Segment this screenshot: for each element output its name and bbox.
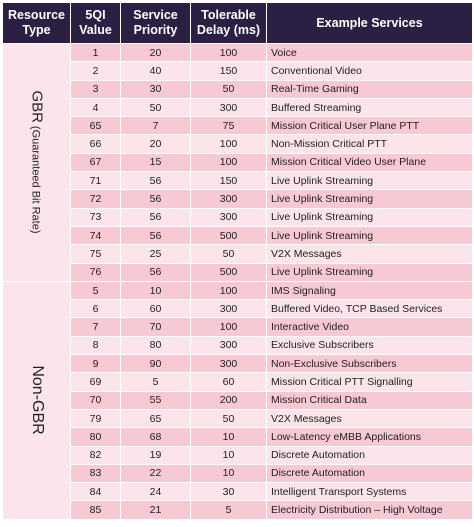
table-row [3,80,473,98]
cell-priority: 21 [121,501,191,519]
cell-5qi: 76 [71,263,121,281]
cell-service: V2X Messages [267,245,473,263]
cell-priority: 25 [121,245,191,263]
table-row [3,428,473,446]
header-5qi-value: 5QI Value [71,3,121,44]
cell-priority: 22 [121,464,191,482]
cell-priority: 80 [121,336,191,354]
cell-service: V2X Messages [267,409,473,427]
table-row [3,409,473,427]
nongbr-group-cell [3,281,71,519]
cell-service: Buffered Video, TCP Based Services [267,300,473,318]
cell-priority: 56 [121,263,191,281]
gbr-group-sub: (Guaranteed Bit Rate) [29,126,41,234]
gbr-group-cell [3,44,71,282]
cell-service: Live Uplink Streaming [267,190,473,208]
cell-delay: 50 [191,80,267,98]
cell-delay: 60 [191,373,267,391]
cell-service: Interactive Video [267,318,473,336]
cell-delay: 50 [191,409,267,427]
cell-delay: 500 [191,226,267,244]
cell-delay: 500 [191,263,267,281]
cell-delay: 100 [191,153,267,171]
cell-delay: 50 [191,245,267,263]
nongbr-group-label [28,366,46,435]
cell-service: IMS Signaling [267,281,473,299]
cell-5qi: 65 [71,117,121,135]
cell-service: Conventional Video [267,62,473,80]
table-row [3,135,473,153]
cell-5qi: 1 [71,44,121,62]
qos-5qi-table [2,2,473,520]
cell-delay: 200 [191,391,267,409]
cell-service: Real-Time Gaming [267,80,473,98]
cell-5qi: 84 [71,483,121,501]
cell-delay: 300 [191,190,267,208]
table-row [3,153,473,171]
cell-delay: 10 [191,464,267,482]
cell-service: Live Uplink Streaming [267,226,473,244]
cell-delay: 10 [191,446,267,464]
cell-5qi: 70 [71,391,121,409]
table-row [3,226,473,244]
table-row [3,263,473,281]
cell-priority: 68 [121,428,191,446]
cell-delay: 10 [191,428,267,446]
cell-5qi: 79 [71,409,121,427]
table-row [3,501,473,519]
cell-delay: 100 [191,135,267,153]
cell-service: Mission Critical Video User Plane [267,153,473,171]
cell-5qi: 9 [71,355,121,373]
cell-service: Mission Critical User Plane PTT [267,117,473,135]
cell-delay: 150 [191,62,267,80]
cell-delay: 75 [191,117,267,135]
cell-service: Live Uplink Streaming [267,263,473,281]
cell-priority: 50 [121,98,191,116]
cell-5qi: 74 [71,226,121,244]
cell-priority: 60 [121,300,191,318]
cell-5qi: 73 [71,208,121,226]
cell-service: Mission Critical PTT Signalling [267,373,473,391]
cell-priority: 7 [121,117,191,135]
cell-priority: 70 [121,318,191,336]
cell-5qi: 83 [71,464,121,482]
cell-service: Mission Critical Data [267,391,473,409]
table-row [3,245,473,263]
cell-5qi: 3 [71,80,121,98]
table-row [3,391,473,409]
table-row [3,336,473,354]
cell-priority: 19 [121,446,191,464]
cell-delay: 150 [191,172,267,190]
table-row [3,44,473,62]
table-row [3,117,473,135]
cell-delay: 300 [191,336,267,354]
cell-priority: 55 [121,391,191,409]
cell-5qi: 4 [71,98,121,116]
cell-service: Buffered Streaming [267,98,473,116]
cell-service: Discrete Automation [267,446,473,464]
cell-5qi: 8 [71,336,121,354]
qos-table-container [2,2,472,520]
table-row [3,483,473,501]
cell-priority: 5 [121,373,191,391]
cell-priority: 15 [121,153,191,171]
table-row [3,355,473,373]
cell-priority: 30 [121,80,191,98]
header-resource-type: Resource Type [3,3,71,44]
cell-service: Exclusive Subscribers [267,336,473,354]
gbr-group-main: GBR [28,90,45,124]
cell-service: Intelligent Transport Systems [267,483,473,501]
cell-5qi: 2 [71,62,121,80]
cell-priority: 56 [121,172,191,190]
nongbr-group-main: Non-GBR [28,365,46,435]
cell-5qi: 6 [71,300,121,318]
table-row [3,373,473,391]
cell-priority: 56 [121,208,191,226]
cell-service: Voice [267,44,473,62]
cell-5qi: 80 [71,428,121,446]
cell-service: Low-Latency eMBB Applications [267,428,473,446]
cell-service: Live Uplink Streaming [267,208,473,226]
cell-5qi: 5 [71,281,121,299]
cell-service: Non-Exclusive Subscribers [267,355,473,373]
cell-5qi: 85 [71,501,121,519]
cell-service: Live Uplink Streaming [267,172,473,190]
table-row [3,281,473,299]
table-row [3,190,473,208]
cell-delay: 300 [191,355,267,373]
cell-5qi: 72 [71,190,121,208]
cell-delay: 300 [191,208,267,226]
cell-delay: 100 [191,318,267,336]
table-row [3,208,473,226]
cell-priority: 56 [121,190,191,208]
cell-delay: 5 [191,501,267,519]
table-body [3,44,473,520]
cell-delay: 30 [191,483,267,501]
cell-delay: 300 [191,98,267,116]
cell-5qi: 66 [71,135,121,153]
cell-service: Non-Mission Critical PTT [267,135,473,153]
cell-priority: 24 [121,483,191,501]
table-row [3,300,473,318]
cell-priority: 20 [121,135,191,153]
cell-service: Electricity Distribution – High Voltage [267,501,473,519]
cell-service: Discrete Automation [267,464,473,482]
cell-5qi: 71 [71,172,121,190]
header-example-services: Example Services [267,3,473,44]
table-header-row [3,3,473,44]
cell-priority: 40 [121,62,191,80]
cell-5qi: 82 [71,446,121,464]
header-service-priority: Service Priority [121,3,191,44]
table-row [3,172,473,190]
table-row [3,62,473,80]
cell-priority: 90 [121,355,191,373]
cell-priority: 65 [121,409,191,427]
gbr-group-label [28,91,45,234]
cell-delay: 300 [191,300,267,318]
cell-5qi: 69 [71,373,121,391]
cell-delay: 100 [191,44,267,62]
cell-delay: 100 [191,281,267,299]
table-row [3,318,473,336]
table-row [3,464,473,482]
cell-priority: 56 [121,226,191,244]
table-row [3,98,473,116]
cell-5qi: 75 [71,245,121,263]
table-row [3,446,473,464]
cell-priority: 10 [121,281,191,299]
cell-5qi: 7 [71,318,121,336]
cell-5qi: 67 [71,153,121,171]
header-tolerable-delay: Tolerable Delay (ms) [191,3,267,44]
cell-priority: 20 [121,44,191,62]
